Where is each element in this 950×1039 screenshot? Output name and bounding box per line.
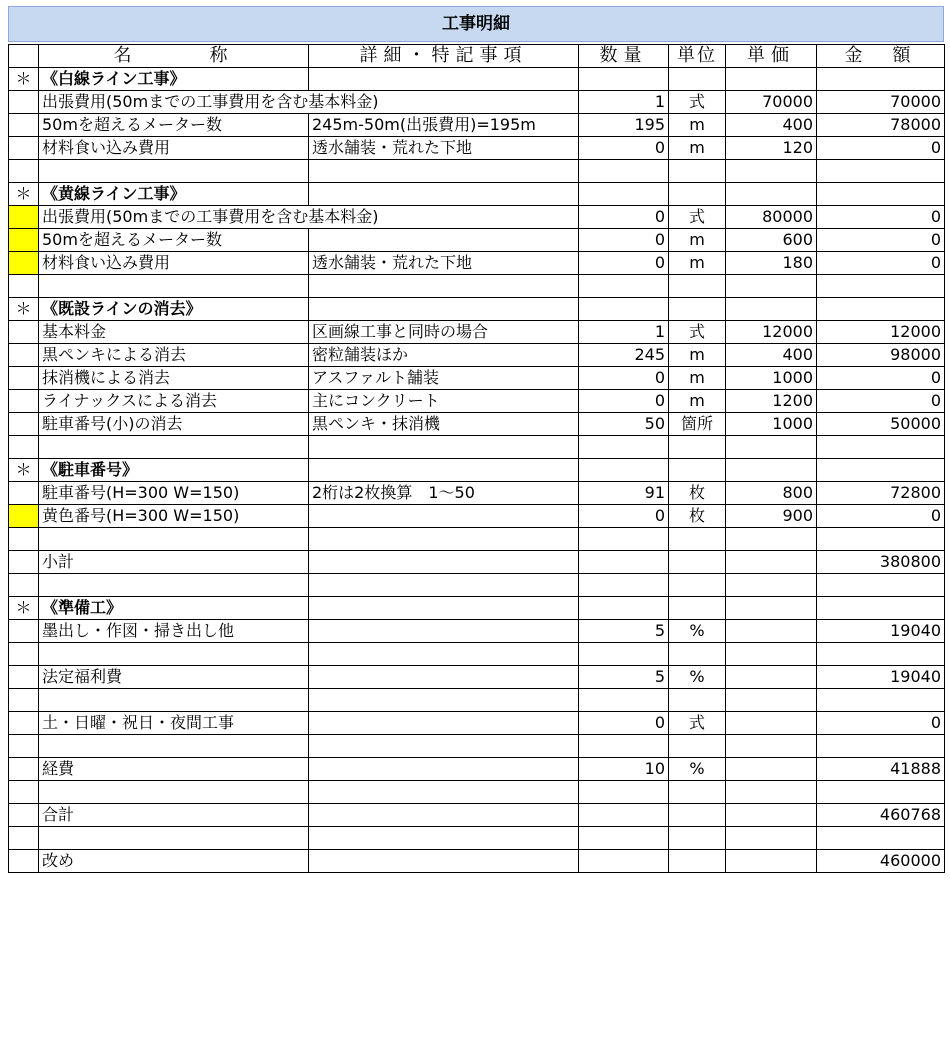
detail-cell[interactable]: 2桁は2枚換算 1～50 — [309, 482, 579, 505]
unit-cell[interactable]: % — [669, 758, 726, 781]
detail-cell[interactable] — [309, 68, 579, 91]
price-cell[interactable]: 1200 — [726, 390, 817, 413]
blank-row — [9, 574, 945, 597]
price-cell[interactable]: 400 — [726, 344, 817, 367]
section-row — [9, 459, 945, 482]
name-cell[interactable]: 駐車番号(小)の消去 — [39, 413, 309, 436]
blank-row — [9, 275, 945, 298]
row-marker-cell[interactable]: ＊ — [9, 459, 39, 482]
section-row — [9, 68, 945, 91]
name-cell[interactable]: 50mを超えるメーター数 — [39, 229, 309, 252]
qty-cell[interactable] — [579, 551, 669, 574]
name-cell[interactable]: 小計 — [39, 551, 309, 574]
detail-cell[interactable] — [309, 850, 579, 873]
row-marker-cell[interactable] — [9, 850, 39, 873]
qty-cell[interactable]: 0 — [579, 712, 669, 735]
price-cell[interactable] — [726, 804, 817, 827]
qty-cell[interactable]: 0 — [579, 206, 669, 229]
amount-cell[interactable]: 19040 — [817, 620, 945, 643]
name-cell[interactable] — [39, 275, 309, 298]
section-row — [9, 298, 945, 321]
row-marker-cell[interactable] — [9, 275, 39, 298]
qty-cell[interactable]: 0 — [579, 505, 669, 528]
unit-cell[interactable] — [669, 160, 726, 183]
table-row — [9, 321, 945, 344]
section-title-cell[interactable]: 《既設ラインの消去》 — [39, 298, 309, 321]
blank-row — [9, 689, 945, 712]
amount-cell[interactable] — [817, 689, 945, 712]
unit-cell[interactable] — [669, 850, 726, 873]
price-cell[interactable]: 1000 — [726, 367, 817, 390]
header-price: 単価 — [726, 45, 817, 68]
amount-cell[interactable]: 0 — [817, 712, 945, 735]
unit-cell[interactable]: m — [669, 229, 726, 252]
amount-cell[interactable] — [817, 574, 945, 597]
price-cell[interactable]: 70000 — [726, 91, 817, 114]
price-cell[interactable]: 800 — [726, 482, 817, 505]
unit-cell[interactable] — [669, 68, 726, 91]
table-row — [9, 91, 945, 114]
detail-cell[interactable] — [309, 804, 579, 827]
amount-cell[interactable]: 460768 — [817, 804, 945, 827]
qty-cell[interactable] — [579, 160, 669, 183]
table-row — [9, 413, 945, 436]
amount-cell[interactable] — [817, 160, 945, 183]
price-cell[interactable] — [726, 850, 817, 873]
table-row — [9, 114, 945, 137]
qty-cell[interactable] — [579, 643, 669, 666]
table-row — [9, 390, 945, 413]
qty-cell[interactable]: 5 — [579, 666, 669, 689]
unit-cell[interactable] — [669, 551, 726, 574]
unit-cell[interactable]: % — [669, 666, 726, 689]
amount-cell[interactable]: 12000 — [817, 321, 945, 344]
blank-row — [9, 781, 945, 804]
row-marker-cell[interactable]: ＊ — [9, 298, 39, 321]
name-cell[interactable] — [39, 643, 309, 666]
amount-cell[interactable]: 0 — [817, 367, 945, 390]
row-marker-cell[interactable] — [9, 505, 39, 528]
unit-cell[interactable]: 式 — [669, 712, 726, 735]
name-cell[interactable]: 材料食い込み費用 — [39, 252, 309, 275]
section-row — [9, 183, 945, 206]
unit-cell[interactable]: m — [669, 367, 726, 390]
price-cell[interactable] — [726, 528, 817, 551]
amount-cell[interactable] — [817, 459, 945, 482]
unit-cell[interactable] — [669, 459, 726, 482]
qty-cell[interactable] — [579, 574, 669, 597]
unit-cell[interactable]: 式 — [669, 321, 726, 344]
price-cell[interactable] — [726, 712, 817, 735]
qty-cell[interactable] — [579, 528, 669, 551]
row-marker-cell[interactable] — [9, 413, 39, 436]
section-title-cell[interactable]: 《黄線ライン工事》 — [39, 183, 309, 206]
price-cell[interactable]: 1000 — [726, 413, 817, 436]
amount-cell[interactable]: 78000 — [817, 114, 945, 137]
unit-cell[interactable] — [669, 298, 726, 321]
qty-cell[interactable] — [579, 298, 669, 321]
detail-cell[interactable] — [309, 712, 579, 735]
unit-cell[interactable]: m — [669, 137, 726, 160]
qty-cell[interactable] — [579, 275, 669, 298]
amount-cell[interactable]: 380800 — [817, 551, 945, 574]
name-cell[interactable]: 50mを超えるメーター数 — [39, 114, 309, 137]
price-cell[interactable] — [726, 597, 817, 620]
qty-cell[interactable]: 195 — [579, 114, 669, 137]
detail-cell[interactable] — [309, 666, 579, 689]
qty-cell[interactable] — [579, 827, 669, 850]
name-cell[interactable]: 出張費用(50mまでの工事費用を含む基本料金) — [39, 91, 579, 114]
row-marker-cell[interactable] — [9, 620, 39, 643]
row-marker-cell[interactable] — [9, 436, 39, 459]
row-marker-cell[interactable] — [9, 390, 39, 413]
table-row — [9, 137, 945, 160]
table-row — [9, 620, 945, 643]
qty-cell[interactable]: 1 — [579, 321, 669, 344]
qty-cell[interactable] — [579, 735, 669, 758]
price-cell[interactable] — [726, 574, 817, 597]
row-marker-cell[interactable] — [9, 206, 39, 229]
detail-cell[interactable] — [309, 781, 579, 804]
qty-cell[interactable] — [579, 850, 669, 873]
price-cell[interactable]: 600 — [726, 229, 817, 252]
name-cell[interactable]: 駐車番号(H=300 W=150) — [39, 482, 309, 505]
name-cell[interactable]: 墨出し・作図・掃き出し他 — [39, 620, 309, 643]
blank-row — [9, 827, 945, 850]
amount-cell[interactable] — [817, 643, 945, 666]
row-marker-cell[interactable] — [9, 160, 39, 183]
section-row — [9, 597, 945, 620]
unit-cell[interactable]: % — [669, 620, 726, 643]
price-cell[interactable] — [726, 68, 817, 91]
row-marker-cell[interactable] — [9, 804, 39, 827]
detail-cell[interactable] — [309, 758, 579, 781]
detail-cell[interactable] — [309, 160, 579, 183]
row-marker-cell[interactable] — [9, 252, 39, 275]
amount-cell[interactable] — [817, 436, 945, 459]
price-cell[interactable] — [726, 298, 817, 321]
price-cell[interactable] — [726, 666, 817, 689]
amount-cell[interactable] — [817, 781, 945, 804]
detail-cell[interactable] — [309, 275, 579, 298]
unit-cell[interactable]: 式 — [669, 91, 726, 114]
table-row — [9, 505, 945, 528]
price-cell[interactable]: 12000 — [726, 321, 817, 344]
table-row — [9, 666, 945, 689]
unit-cell[interactable] — [669, 804, 726, 827]
qty-cell[interactable] — [579, 68, 669, 91]
row-marker-cell[interactable] — [9, 482, 39, 505]
detail-cell[interactable] — [309, 551, 579, 574]
qty-cell[interactable]: 5 — [579, 620, 669, 643]
unit-cell[interactable] — [669, 275, 726, 298]
detail-cell[interactable]: 主にコンクリート — [309, 390, 579, 413]
header-detail: 詳細・特記事項 — [309, 45, 579, 68]
qty-cell[interactable] — [579, 597, 669, 620]
section-title-cell[interactable]: 《白線ライン工事》 — [39, 68, 309, 91]
name-cell[interactable]: 出張費用(50mまでの工事費用を含む基本料金) — [39, 206, 579, 229]
price-cell[interactable] — [726, 436, 817, 459]
blank-row — [9, 436, 945, 459]
detail-cell[interactable]: 区画線工事と同時の場合 — [309, 321, 579, 344]
sheet-title: 工事明細 — [8, 6, 944, 42]
detail-cell[interactable]: アスファルト舗装 — [309, 367, 579, 390]
unit-cell[interactable] — [669, 528, 726, 551]
unit-cell[interactable] — [669, 436, 726, 459]
name-cell[interactable] — [39, 574, 309, 597]
qty-cell[interactable]: 0 — [579, 137, 669, 160]
blank-row — [9, 528, 945, 551]
price-cell[interactable] — [726, 160, 817, 183]
qty-cell[interactable] — [579, 436, 669, 459]
table-row — [9, 551, 945, 574]
row-marker-cell[interactable] — [9, 528, 39, 551]
unit-cell[interactable] — [669, 689, 726, 712]
row-marker-cell[interactable] — [9, 758, 39, 781]
qty-cell[interactable] — [579, 689, 669, 712]
unit-cell[interactable] — [669, 597, 726, 620]
qty-cell[interactable]: 91 — [579, 482, 669, 505]
row-marker-cell[interactable] — [9, 344, 39, 367]
row-marker-cell[interactable] — [9, 827, 39, 850]
detail-cell[interactable] — [309, 183, 579, 206]
amount-cell[interactable] — [817, 183, 945, 206]
amount-cell[interactable]: 0 — [817, 505, 945, 528]
price-cell[interactable]: 400 — [726, 114, 817, 137]
qty-cell[interactable]: 10 — [579, 758, 669, 781]
header-qty: 数量 — [579, 45, 669, 68]
qty-cell[interactable] — [579, 183, 669, 206]
amount-cell[interactable]: 70000 — [817, 91, 945, 114]
qty-cell[interactable]: 0 — [579, 390, 669, 413]
qty-cell[interactable] — [579, 459, 669, 482]
detail-cell[interactable] — [309, 436, 579, 459]
name-cell[interactable]: 黄色番号(H=300 W=150) — [39, 505, 309, 528]
section-title-cell[interactable]: 《駐車番号》 — [39, 459, 309, 482]
row-marker-cell[interactable] — [9, 735, 39, 758]
name-cell[interactable] — [39, 689, 309, 712]
name-cell[interactable]: 法定福利費 — [39, 666, 309, 689]
name-cell[interactable] — [39, 436, 309, 459]
unit-cell[interactable] — [669, 643, 726, 666]
estimate-table — [8, 44, 945, 873]
blank-row — [9, 643, 945, 666]
qty-cell[interactable]: 0 — [579, 367, 669, 390]
name-cell[interactable] — [39, 528, 309, 551]
row-marker-cell[interactable] — [9, 91, 39, 114]
blank-row — [9, 735, 945, 758]
amount-cell[interactable] — [817, 528, 945, 551]
detail-cell[interactable]: 黒ペンキ・抹消機 — [309, 413, 579, 436]
table-row — [9, 804, 945, 827]
price-cell[interactable]: 900 — [726, 505, 817, 528]
name-cell[interactable]: ライナックスによる消去 — [39, 390, 309, 413]
table-row — [9, 758, 945, 781]
unit-cell[interactable]: 枚 — [669, 482, 726, 505]
amount-cell[interactable] — [817, 298, 945, 321]
detail-cell[interactable] — [309, 229, 579, 252]
qty-cell[interactable]: 245 — [579, 344, 669, 367]
name-cell[interactable] — [39, 735, 309, 758]
price-cell[interactable] — [726, 183, 817, 206]
name-cell[interactable]: 抹消機による消去 — [39, 367, 309, 390]
unit-cell[interactable]: m — [669, 344, 726, 367]
row-marker-cell[interactable]: ＊ — [9, 183, 39, 206]
price-cell[interactable] — [726, 827, 817, 850]
unit-cell[interactable]: m — [669, 114, 726, 137]
name-cell[interactable]: 土・日曜・祝日・夜間工事 — [39, 712, 309, 735]
header-name: 名 称 — [39, 45, 309, 68]
table-row — [9, 229, 945, 252]
table-row — [9, 206, 945, 229]
header-unit: 単位 — [669, 45, 726, 68]
header-row — [9, 45, 945, 68]
detail-cell[interactable]: 245m-50m(出張費用)=195m — [309, 114, 579, 137]
price-cell[interactable] — [726, 459, 817, 482]
header-amount: 金 額 — [817, 45, 945, 68]
detail-cell[interactable] — [309, 827, 579, 850]
name-cell[interactable]: 改め — [39, 850, 309, 873]
row-marker-cell[interactable]: ＊ — [9, 68, 39, 91]
price-cell[interactable] — [726, 689, 817, 712]
price-cell[interactable] — [726, 275, 817, 298]
detail-cell[interactable]: 密粒舗装ほか — [309, 344, 579, 367]
qty-cell[interactable] — [579, 804, 669, 827]
amount-cell[interactable]: 41888 — [817, 758, 945, 781]
qty-cell[interactable]: 1 — [579, 91, 669, 114]
row-marker-cell[interactable] — [9, 114, 39, 137]
row-marker-cell[interactable] — [9, 137, 39, 160]
unit-cell[interactable]: 枚 — [669, 505, 726, 528]
row-marker-cell[interactable] — [9, 229, 39, 252]
amount-cell[interactable]: 0 — [817, 390, 945, 413]
price-cell[interactable] — [726, 758, 817, 781]
row-marker-cell[interactable]: ＊ — [9, 597, 39, 620]
row-marker-cell[interactable] — [9, 367, 39, 390]
amount-cell[interactable]: 50000 — [817, 413, 945, 436]
qty-cell[interactable] — [579, 781, 669, 804]
table-row — [9, 367, 945, 390]
amount-cell[interactable]: 460000 — [817, 850, 945, 873]
unit-cell[interactable] — [669, 781, 726, 804]
row-marker-cell[interactable] — [9, 781, 39, 804]
amount-cell[interactable] — [817, 68, 945, 91]
row-marker-cell[interactable] — [9, 551, 39, 574]
detail-cell[interactable] — [309, 643, 579, 666]
amount-cell[interactable] — [817, 275, 945, 298]
amount-cell[interactable]: 0 — [817, 137, 945, 160]
name-cell[interactable]: 基本料金 — [39, 321, 309, 344]
row-marker-cell[interactable] — [9, 712, 39, 735]
price-cell[interactable] — [726, 643, 817, 666]
price-cell[interactable]: 120 — [726, 137, 817, 160]
table-row — [9, 482, 945, 505]
detail-cell[interactable] — [309, 459, 579, 482]
qty-cell[interactable]: 0 — [579, 229, 669, 252]
detail-cell[interactable] — [309, 597, 579, 620]
table-row — [9, 252, 945, 275]
name-cell[interactable]: 材料食い込み費用 — [39, 137, 309, 160]
table-row — [9, 850, 945, 873]
price-cell[interactable] — [726, 735, 817, 758]
amount-cell[interactable]: 19040 — [817, 666, 945, 689]
name-cell[interactable] — [39, 160, 309, 183]
name-cell[interactable]: 合計 — [39, 804, 309, 827]
row-marker-cell[interactable] — [9, 643, 39, 666]
amount-cell[interactable] — [817, 827, 945, 850]
price-cell[interactable] — [726, 551, 817, 574]
unit-cell[interactable] — [669, 827, 726, 850]
table-row — [9, 344, 945, 367]
unit-cell[interactable] — [669, 735, 726, 758]
table-row — [9, 712, 945, 735]
amount-cell[interactable] — [817, 735, 945, 758]
row-marker-cell[interactable] — [9, 689, 39, 712]
price-cell[interactable] — [726, 620, 817, 643]
amount-cell[interactable]: 0 — [817, 229, 945, 252]
detail-cell[interactable] — [309, 689, 579, 712]
detail-cell[interactable] — [309, 620, 579, 643]
unit-cell[interactable] — [669, 574, 726, 597]
unit-cell[interactable]: 式 — [669, 206, 726, 229]
section-title-cell[interactable]: 《準備工》 — [39, 597, 309, 620]
blank-row — [9, 160, 945, 183]
row-marker-cell[interactable] — [9, 574, 39, 597]
name-cell[interactable] — [39, 827, 309, 850]
amount-cell[interactable]: 98000 — [817, 344, 945, 367]
detail-cell[interactable] — [309, 505, 579, 528]
price-cell[interactable]: 80000 — [726, 206, 817, 229]
detail-cell[interactable] — [309, 574, 579, 597]
amount-cell[interactable] — [817, 597, 945, 620]
amount-cell[interactable]: 0 — [817, 252, 945, 275]
name-cell[interactable]: 経費 — [39, 758, 309, 781]
name-cell[interactable] — [39, 781, 309, 804]
detail-cell[interactable]: 透水舗装・荒れた下地 — [309, 252, 579, 275]
qty-cell[interactable]: 50 — [579, 413, 669, 436]
row-marker-cell[interactable] — [9, 666, 39, 689]
row-marker-cell[interactable] — [9, 321, 39, 344]
qty-cell[interactable]: 0 — [579, 252, 669, 275]
amount-cell[interactable]: 0 — [817, 206, 945, 229]
unit-cell[interactable]: m — [669, 390, 726, 413]
detail-cell[interactable] — [309, 298, 579, 321]
price-cell[interactable]: 180 — [726, 252, 817, 275]
detail-cell[interactable] — [309, 735, 579, 758]
detail-cell[interactable]: 透水舗装・荒れた下地 — [309, 137, 579, 160]
unit-cell[interactable]: m — [669, 252, 726, 275]
unit-cell[interactable] — [669, 183, 726, 206]
detail-cell[interactable] — [309, 528, 579, 551]
header-mark-cell — [9, 45, 39, 68]
amount-cell[interactable]: 72800 — [817, 482, 945, 505]
price-cell[interactable] — [726, 781, 817, 804]
unit-cell[interactable]: 箇所 — [669, 413, 726, 436]
name-cell[interactable]: 黒ペンキによる消去 — [39, 344, 309, 367]
